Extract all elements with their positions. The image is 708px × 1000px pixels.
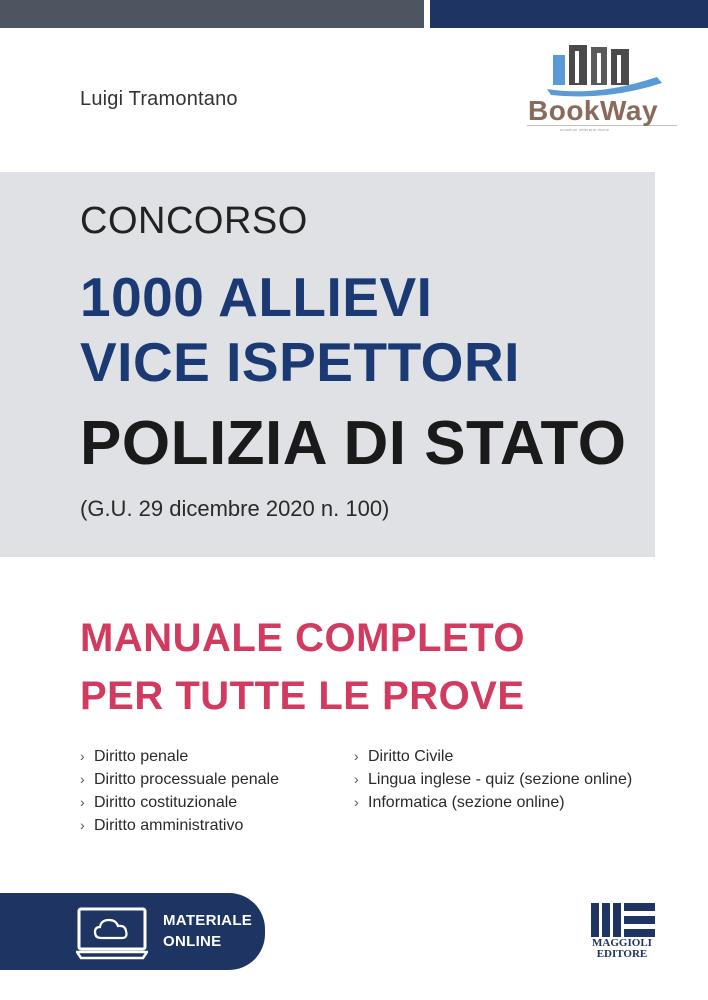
chevron-right-icon: › (80, 794, 85, 810)
topic-label: Lingua inglese - quiz (sezione online) (368, 771, 633, 788)
publisher-line-1: MAGGIOLI (592, 937, 652, 949)
topic-item (80, 768, 279, 791)
topic-label: Informatica (sezione online) (368, 794, 565, 811)
publisher-line-2: EDITORE (596, 948, 648, 960)
publisher-name (583, 938, 661, 960)
title-line-3: POLIZIA DI STATO (80, 409, 627, 478)
top-band-gray (0, 0, 424, 28)
topic-item (354, 791, 632, 814)
topic-item (354, 745, 632, 768)
subtitle-line-1: MANUALE COMPLETO (80, 616, 526, 660)
chevron-right-icon: › (354, 748, 359, 764)
author-name: Luigi Tramontano (80, 88, 238, 110)
top-band-navy (430, 0, 708, 28)
chevron-right-icon: › (80, 817, 85, 833)
chevron-right-icon: › (80, 771, 85, 787)
bookway-wordmark: BookWay (528, 95, 659, 126)
gazette-reference: (G.U. 29 dicembre 2020 n. 100) (80, 496, 390, 521)
topic-label: Diritto amministrativo (94, 817, 244, 834)
online-badge-line-2: ONLINE (163, 933, 222, 950)
subtitle-line-2: PER TUTTE LE PROVE (80, 674, 525, 718)
maggioli-logo-mark (591, 903, 655, 937)
title-line-1: 1000 ALLIEVI (80, 266, 433, 328)
topic-label: Diritto Civile (368, 748, 454, 765)
topic-item (80, 745, 279, 768)
topic-label: Diritto penale (94, 748, 189, 765)
chevron-right-icon: › (354, 771, 359, 787)
topics-list-left (80, 745, 279, 837)
bookway-tagline: soluzioni letterarie divine (560, 127, 610, 132)
topics-list-right (354, 745, 632, 814)
topic-item (80, 814, 279, 837)
title-line-2: VICE ISPETTORI (80, 331, 520, 393)
cloud-monitor-icon (76, 906, 148, 962)
topic-item (354, 768, 632, 791)
topic-item (80, 791, 279, 814)
chevron-right-icon: › (354, 794, 359, 810)
chevron-right-icon: › (80, 748, 85, 764)
topic-label: Diritto costituzionale (94, 794, 238, 811)
online-badge-line-1: MATERIALE (163, 912, 253, 929)
topic-label: Diritto processuale penale (94, 771, 279, 788)
kicker: CONCORSO (80, 200, 308, 242)
